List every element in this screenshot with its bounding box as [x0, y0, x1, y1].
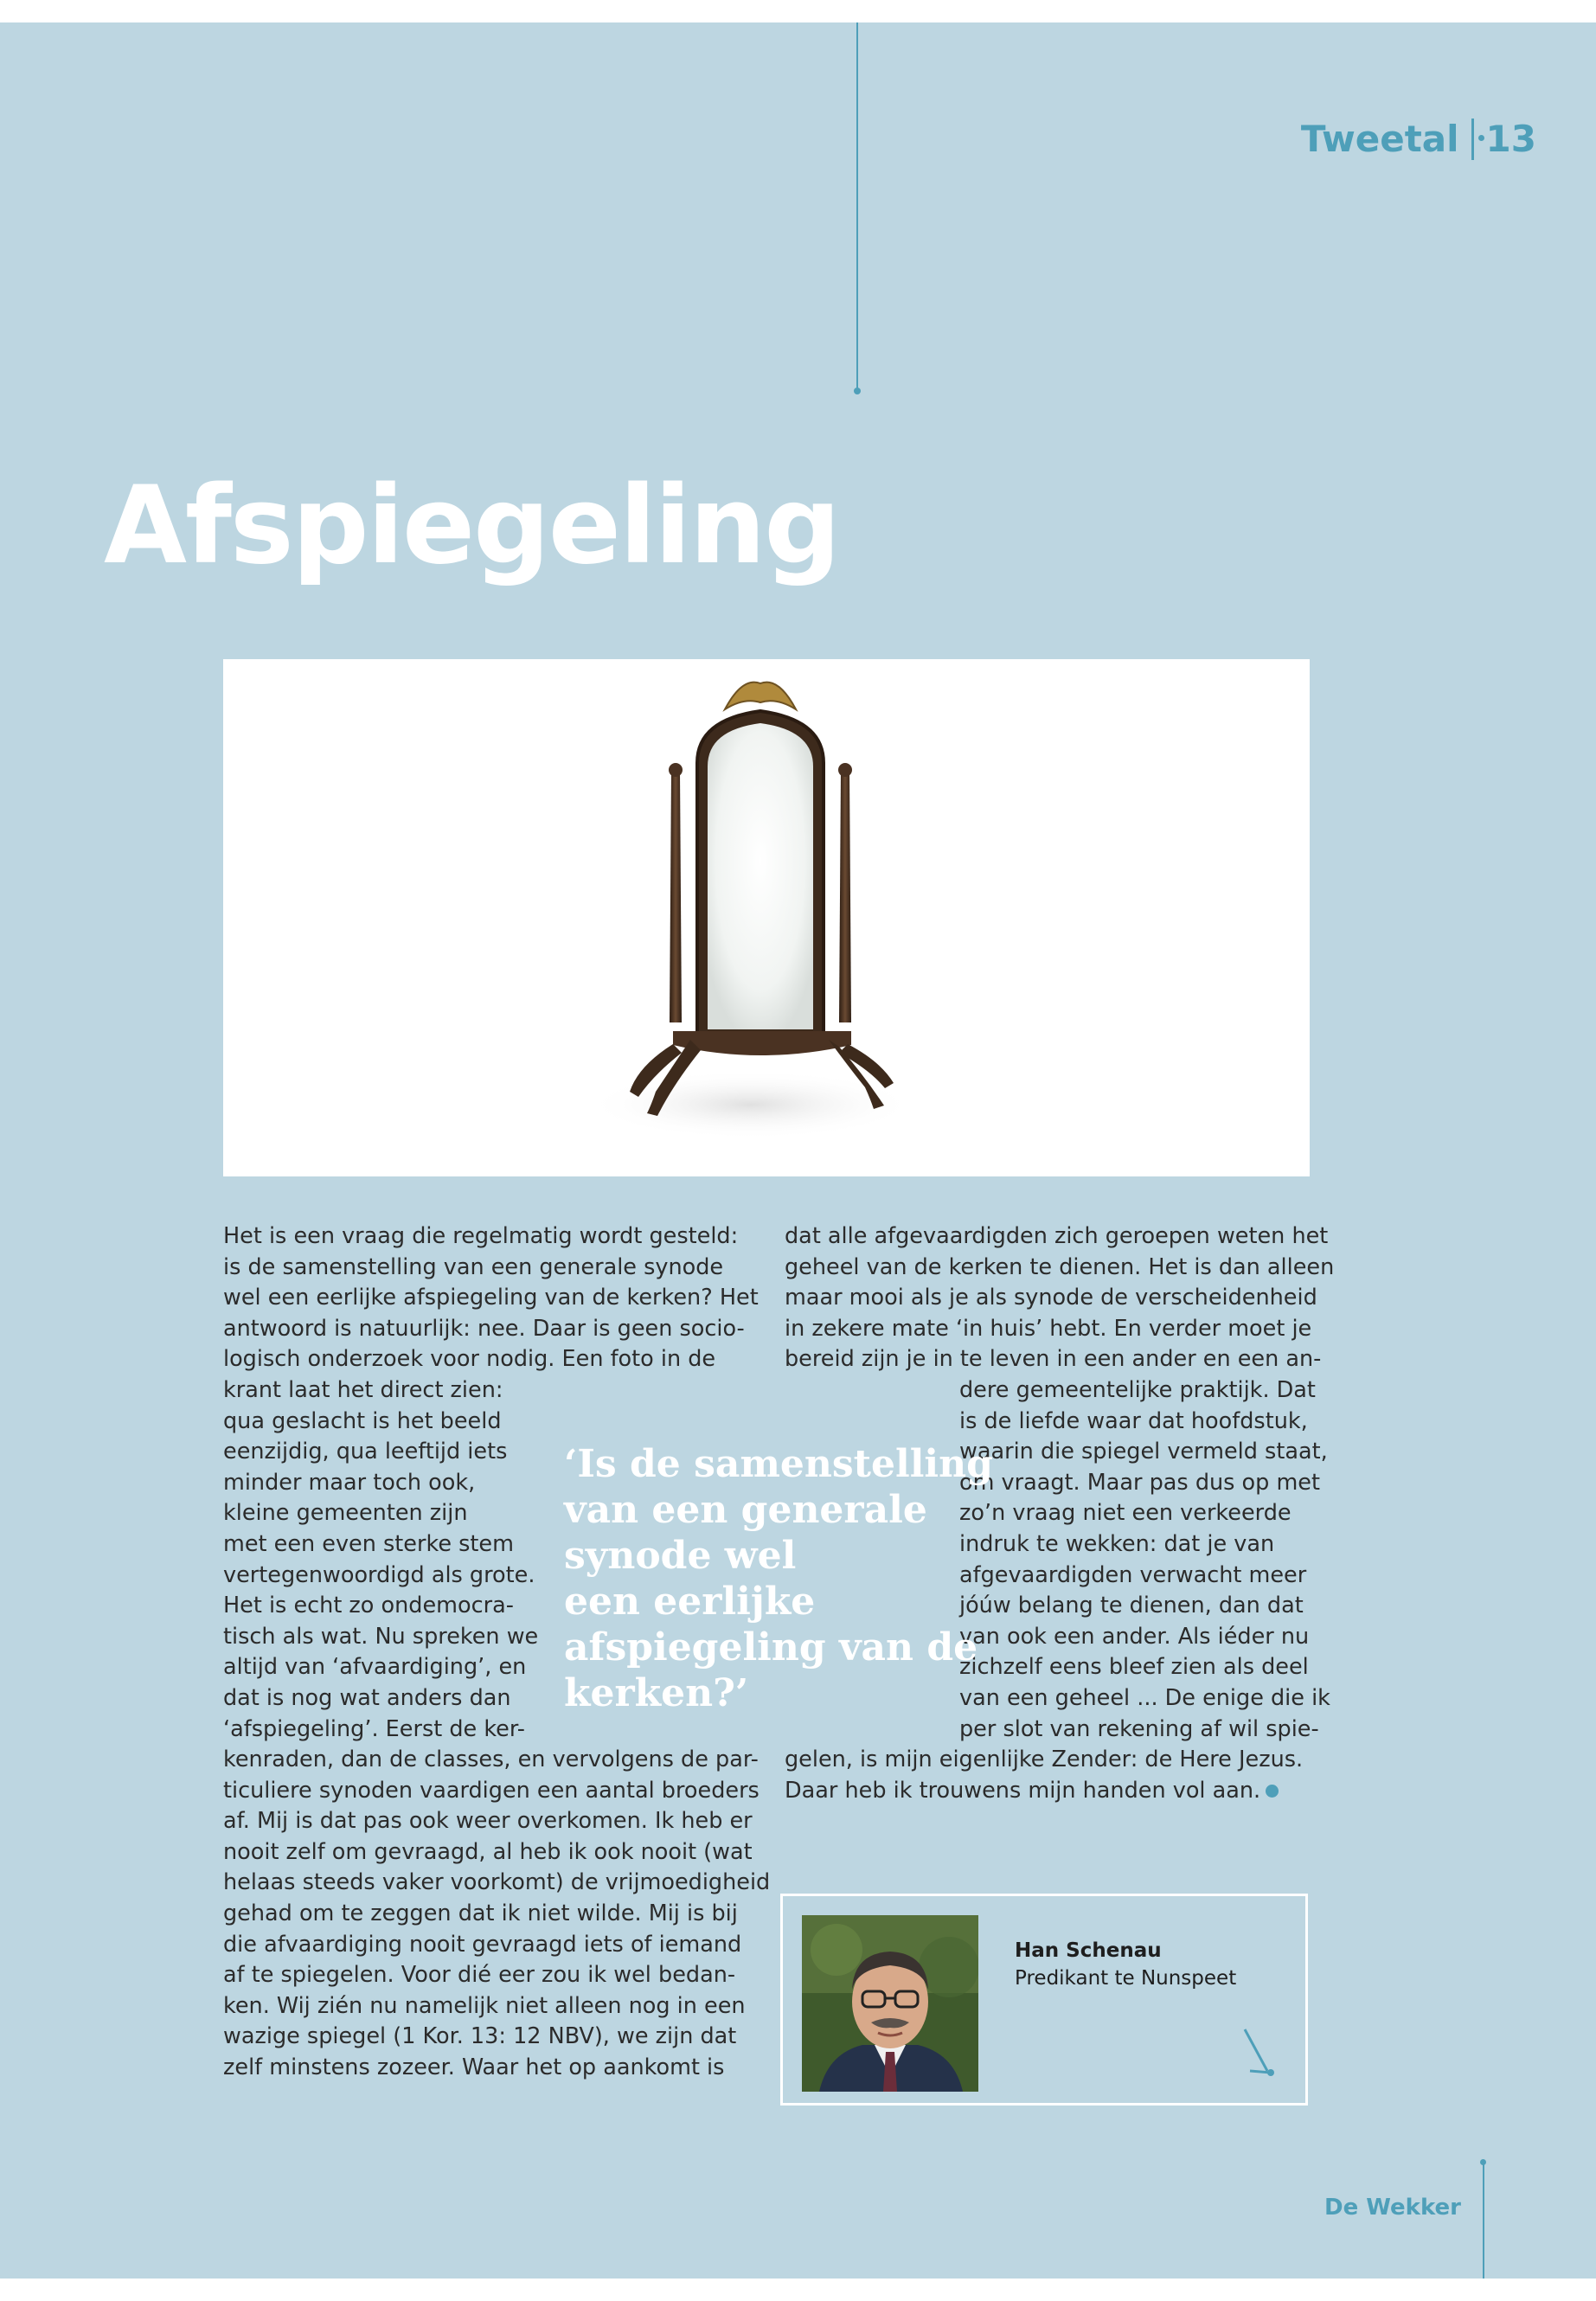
article-end-mark: [1266, 1785, 1279, 1798]
magazine-name: De Wekker: [1324, 2195, 1461, 2221]
body-line: altijd van ‘afvaardiging’, en: [223, 1654, 527, 1681]
author-photo: [802, 1915, 978, 2092]
section-name: Tweetal: [1300, 118, 1459, 160]
body-line: maar mooi als je als synode de verscheidenheid: [785, 1285, 1317, 1311]
right-post: [839, 772, 851, 1022]
mirror-crest: [725, 683, 796, 709]
pull-quote-line: een eerlijke: [564, 1580, 816, 1624]
footer-divider-dot: [1480, 2159, 1486, 2165]
header-separator: [1471, 119, 1474, 160]
body-line: Het is echt zo ondemocra-: [223, 1593, 514, 1619]
base-crossbar: [673, 1031, 851, 1055]
body-line: indruk te wekken: dat je van: [959, 1530, 1275, 1557]
body-line: jóúw belang te dienen, dan dat: [959, 1593, 1304, 1619]
body-line: nooit zelf om gevraagd, al heb ik ook nooit (wat: [223, 1838, 753, 1865]
article-right-column-bottom: [785, 1745, 1303, 1806]
pull-quote-line: kerken?’: [564, 1671, 749, 1715]
body-line: vertegenwoordigd als grote.: [223, 1561, 535, 1588]
body-line: wel een eerlijke afspiegeling van de kerken? Het: [223, 1285, 759, 1311]
body-line: van ook een ander. Als iéder nu: [959, 1623, 1310, 1650]
article-right-column-top: [785, 1221, 1334, 1375]
mirror-glass: [708, 723, 813, 1029]
article-title: Afspiegeling: [104, 464, 839, 588]
body-line: Het is een vraag die regelmatig wordt gesteld:: [223, 1223, 739, 1249]
body-line: die afvaardiging nooit gevraagd iets of iemand: [223, 1931, 742, 1958]
body-line: met een even sterke stem: [223, 1530, 514, 1557]
body-line: zelf minstens zozeer. Waar het op aankomt is: [223, 2054, 725, 2081]
body-line: dere gemeentelijke praktijk. Dat: [959, 1377, 1316, 1403]
body-line-last: [785, 1776, 1303, 1807]
author-pointer-icon: [1240, 2026, 1283, 2086]
top-divider-line: [856, 22, 858, 393]
body-line: af. Mij is dat pas ook weer overkomen. Ik heb er: [223, 1808, 753, 1835]
author-portrait-illustration: [802, 1915, 978, 2092]
page-number: 13: [1485, 118, 1536, 160]
body-line: ticuliere synoden vaardigen een aantal broeders: [223, 1777, 760, 1804]
body-line: ken. Wij zién nu namelijk niet alleen nog in een: [223, 1992, 746, 2019]
author-box: [780, 1894, 1308, 2106]
body-line: waarin die spiegel vermeld staat,: [959, 1439, 1328, 1465]
body-line: af te spiegelen. Voor dié eer zou ik wel bedan-: [223, 1962, 736, 1989]
body-line: Daar heb ik trouwens mijn handen vol aan.: [785, 1777, 1261, 1804]
body-line: is de samenstelling van een generale synode: [223, 1253, 724, 1280]
author-role: Predikant te Nunspeet: [1015, 1967, 1237, 1990]
author-name: Han Schenau: [1015, 1939, 1162, 1962]
body-line: dat alle afgevaardigden zich geroepen weten het: [785, 1223, 1329, 1249]
body-line: kleine gemeenten zijn: [223, 1500, 468, 1527]
body-line: gelen, is mijn eigenlijke Zender: de Here Jezus.: [785, 1747, 1304, 1772]
pull-quote-line: van een generale: [564, 1488, 927, 1532]
left-post: [670, 772, 682, 1022]
body-line: gehad om te zeggen dat ik niet wilde. Mij is bij: [223, 1900, 738, 1927]
body-line: tisch als wat. Nu spreken we: [223, 1623, 539, 1650]
magazine-page: [0, 22, 1596, 2279]
body-line: om vraagt. Maar pas dus op met: [959, 1469, 1320, 1496]
body-line: geheel van de kerken te dienen. Het is dan alleen: [785, 1253, 1335, 1280]
body-line: logisch onderzoek voor nodig. Een foto in de: [223, 1346, 716, 1373]
body-line: per slot van rekening af wil spie-: [959, 1715, 1319, 1742]
body-line: minder maar toch ook,: [223, 1469, 476, 1496]
body-line: helaas steeds vaker voorkomt) de vrijmoedigheid: [223, 1869, 771, 1896]
pull-quote-line: ‘Is de samenstelling: [564, 1442, 993, 1486]
body-line: afgevaardigden verwacht meer: [959, 1561, 1307, 1588]
pull-quote: [564, 1441, 993, 1716]
body-line: kenraden, dan de classes, en vervolgens de par-: [223, 1747, 759, 1773]
body-line: zo’n vraag niet een verkeerde: [959, 1500, 1292, 1527]
body-line: bereid zijn je in te leven in een ander en een an-: [785, 1346, 1322, 1373]
body-line: zichzelf eens bleef zien als deel: [959, 1654, 1309, 1681]
footer-divider-line: [1483, 2163, 1484, 2279]
pull-quote-line: synode wel: [564, 1534, 797, 1578]
body-line: krant laat het direct zien:: [223, 1376, 503, 1403]
body-line: wazige spiegel (1 Kor. 13: 12 NBV), we zijn dat: [223, 2023, 737, 2050]
header-separator-dot: [1478, 135, 1484, 141]
body-line: qua geslacht is het beeld: [223, 1407, 502, 1434]
top-divider-dot: [854, 388, 861, 394]
page-header: [1301, 118, 1536, 160]
body-line: van een geheel ... De enige die ik: [959, 1684, 1330, 1711]
body-line: eenzijdig, qua leeftijd iets: [223, 1439, 508, 1465]
article-right-column-wrap: [959, 1375, 1330, 1745]
body-line: dat is nog wat anders dan: [223, 1684, 511, 1711]
body-line: is de liefde waar dat hoofdstuk,: [959, 1407, 1308, 1434]
pull-quote-line: afspiegeling van de: [564, 1625, 978, 1670]
standing-mirror-illustration: [223, 659, 1310, 1176]
body-line: antwoord is natuurlijk: nee. Daar is geen socio-: [223, 1315, 745, 1342]
body-line: in zekere mate ‘in huis’ hebt. En verder moet je: [785, 1315, 1312, 1342]
body-line: ‘afspiegeling’. Eerst de ker-: [223, 1715, 525, 1742]
article-photo: [223, 659, 1310, 1176]
